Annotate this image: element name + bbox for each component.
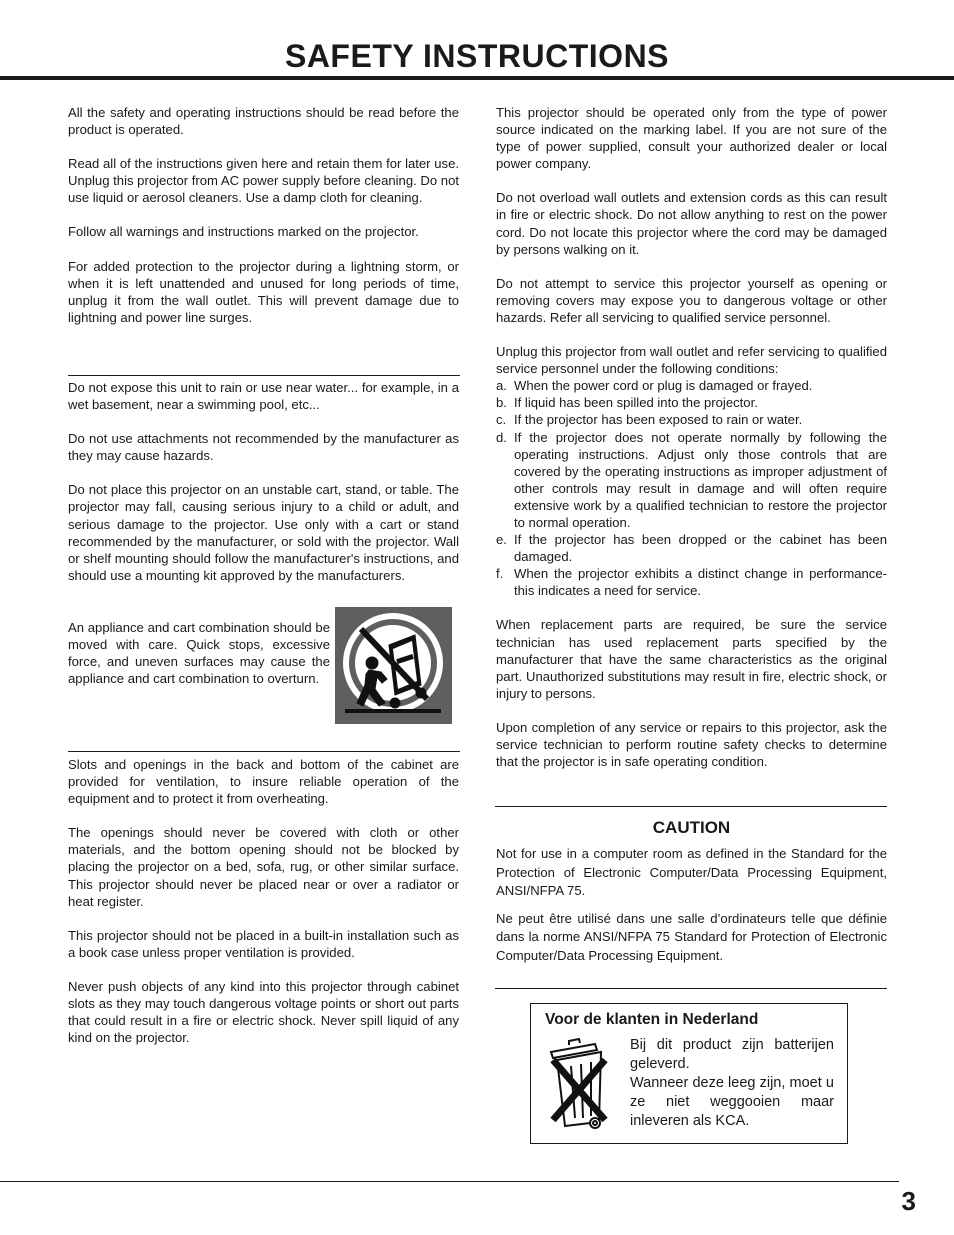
page-number: 3 [901,1186,916,1216]
netherlands-line-1: Bij dit product zijn batterijen geleverd. [630,1037,834,1072]
paragraph: All the safety and operating instructions should be read before the product is operated. [68,105,459,138]
list-letter: d. [496,429,507,445]
crossed-out-bin-icon [545,1038,615,1135]
paragraph: Follow all warnings and instructions marked on the projector. [68,224,419,240]
paragraph: Read all of the instructions given here and retain them for later use. Unplug this projector from AC power supply before cleaning. Do not use liquid or aerosol cleaners. Use a damp cloth for cleaning. [68,156,459,206]
list-text: When the projector exhibits a distinct change in performance-this indicates a need for service. [514,566,887,599]
paragraph: The openings should never be covered with cloth or other materials, and the bottom opening should not be blocked by placing the projector on a bed, sofa, rug, or other similar surface. This projector should never be placed near or over a radiator or heat register. [68,825,459,909]
paragraph: For added protection to the projector during a lightning storm, or when it is left unattended and unused for long periods of time, unplug it from the wall outlet. This will prevent damage due to lightning and power line surges. [68,258,459,325]
list-letter: e. [496,532,507,548]
list-letter: f. [496,566,504,582]
list-item [496,429,887,532]
list-item [496,394,887,411]
caution-english: Not for use in a computer room as defined in the Standard for the Protection of Electronic Computer/Data Processing Equipment, ANSI/NFPA 75. [496,846,887,898]
list-text: If liquid has been spilled into the projector. [514,395,758,411]
list-item [496,531,887,565]
cart-warning-text: An appliance and cart combination should be moved with care. Quick stops, excessive force, and uneven surfaces may cause the appliance and cart combination to overturn. [68,620,330,687]
caution-text [496,845,887,974]
section-divider [495,988,887,989]
right-column [496,104,887,787]
list-item [496,377,887,394]
section-divider [495,806,887,807]
section-divider [68,375,460,376]
paragraph: Unplug this projector from wall outlet and refer servicing to qualified service personnel under the following conditions: [496,344,887,377]
section-divider [68,751,460,752]
paragraph: Upon completion of any service or repairs to this projector, ask the service technician to perform routine safety checks to determine that the projector is in safe operating condition. [496,719,887,770]
paragraph: This projector should be operated only from the type of power source indicated on the marking label. If you are not sure of the type of power supplied, consult your authorized dealer or local power company. [496,105,887,172]
left-column-section-2 [68,379,459,601]
netherlands-heading: Voor de klanten in Nederland [545,1011,759,1028]
netherlands-text [630,1036,834,1131]
title-rule [0,76,954,80]
cart-warning-icon [335,607,452,724]
paragraph: Do not place this projector on an unstable cart, stand, or table. The projector may fall, causing serious injury to a child or adult, and serious damage to the projector. Use only with a cart or stand recommended by the manufacturer, or sold with the projector. Wall or shelf mounting should follow the manufacturer's instructions, and should use a mounting kit approved by the manufacturers. [68,482,459,583]
left-column [68,104,459,343]
list-text: When the power cord or plug is damaged or frayed. [514,378,813,394]
paragraph: Never push objects of any kind into this projector through cabinet slots as they may touch dangerous voltage points or short out parts that could result in a fire or electric shock. Never spill liquid of any kind on the projector. [68,978,459,1046]
list-text: If the projector does not operate normally by following the operating instructions. Adjust only those controls that are covered by the operating instructions as improper adjustment of other controls may result in damage and will often require extensive work by a qualified technician to restore the projector to normal operation. [514,429,887,530]
paragraph: When replacement parts are required, be sure the service technician has used replacement parts specified by the manufacturer that have the same characteristics as the original part. Unauthorized substitutions may result in fire, electric shock, or injury to persons. [496,617,887,701]
paragraph: Slots and openings in the back and bottom of the cabinet are provided for ventilation, to insure reliable operation of the equipment and to protect it from overheating. [68,757,459,807]
paragraph: Do not expose this unit to rain or use near water... for example, in a wet basement, near a swimming pool, etc... [68,380,459,413]
list-letter: c. [496,412,507,428]
caution-heading: CAUTION [652,818,731,837]
paragraph: Do not use attachments not recommended by the manufacturer as they may cause hazards. [68,431,459,464]
footer-rule [0,1181,899,1182]
list-text: If the projector has been exposed to rain or water. [514,412,803,428]
page-title: SAFETY INSTRUCTIONS [284,38,670,74]
caution-french: Ne peut être utilisé dans une salle d’ordinateurs telle que définie dans la norme ANSI/NFPA 75 Standard for Protection of Electronic Computer/Data Processing Equipment. [496,910,887,963]
list-text: If the projector has been dropped or the cabinet has been damaged. [514,532,887,565]
list-item [496,411,887,428]
left-column-section-3 [68,756,459,1063]
list-letter: a. [496,378,507,394]
list-item [496,565,887,599]
paragraph: Do not overload wall outlets and extension cords as this can result in fire or electric shock. Do not allow anything to rest on the power cord. Do not locate this projector where the cord may be damaged by persons walking on it. [496,190,887,257]
netherlands-notice [530,1003,848,1144]
netherlands-line-2: Wanneer deze leeg zijn, moet u ze niet weggooien maar inleveren als KCA. [630,1075,834,1129]
service-conditions-list [496,377,887,599]
paragraph: This projector should not be placed in a built-in installation such as a book case unless proper ventilation is provided. [68,927,459,960]
paragraph: Do not attempt to service this projector yourself as opening or removing covers may expose you to dangerous voltage or other hazards. Refer all servicing to qualified service personnel. [496,275,887,325]
list-letter: b. [496,395,507,411]
